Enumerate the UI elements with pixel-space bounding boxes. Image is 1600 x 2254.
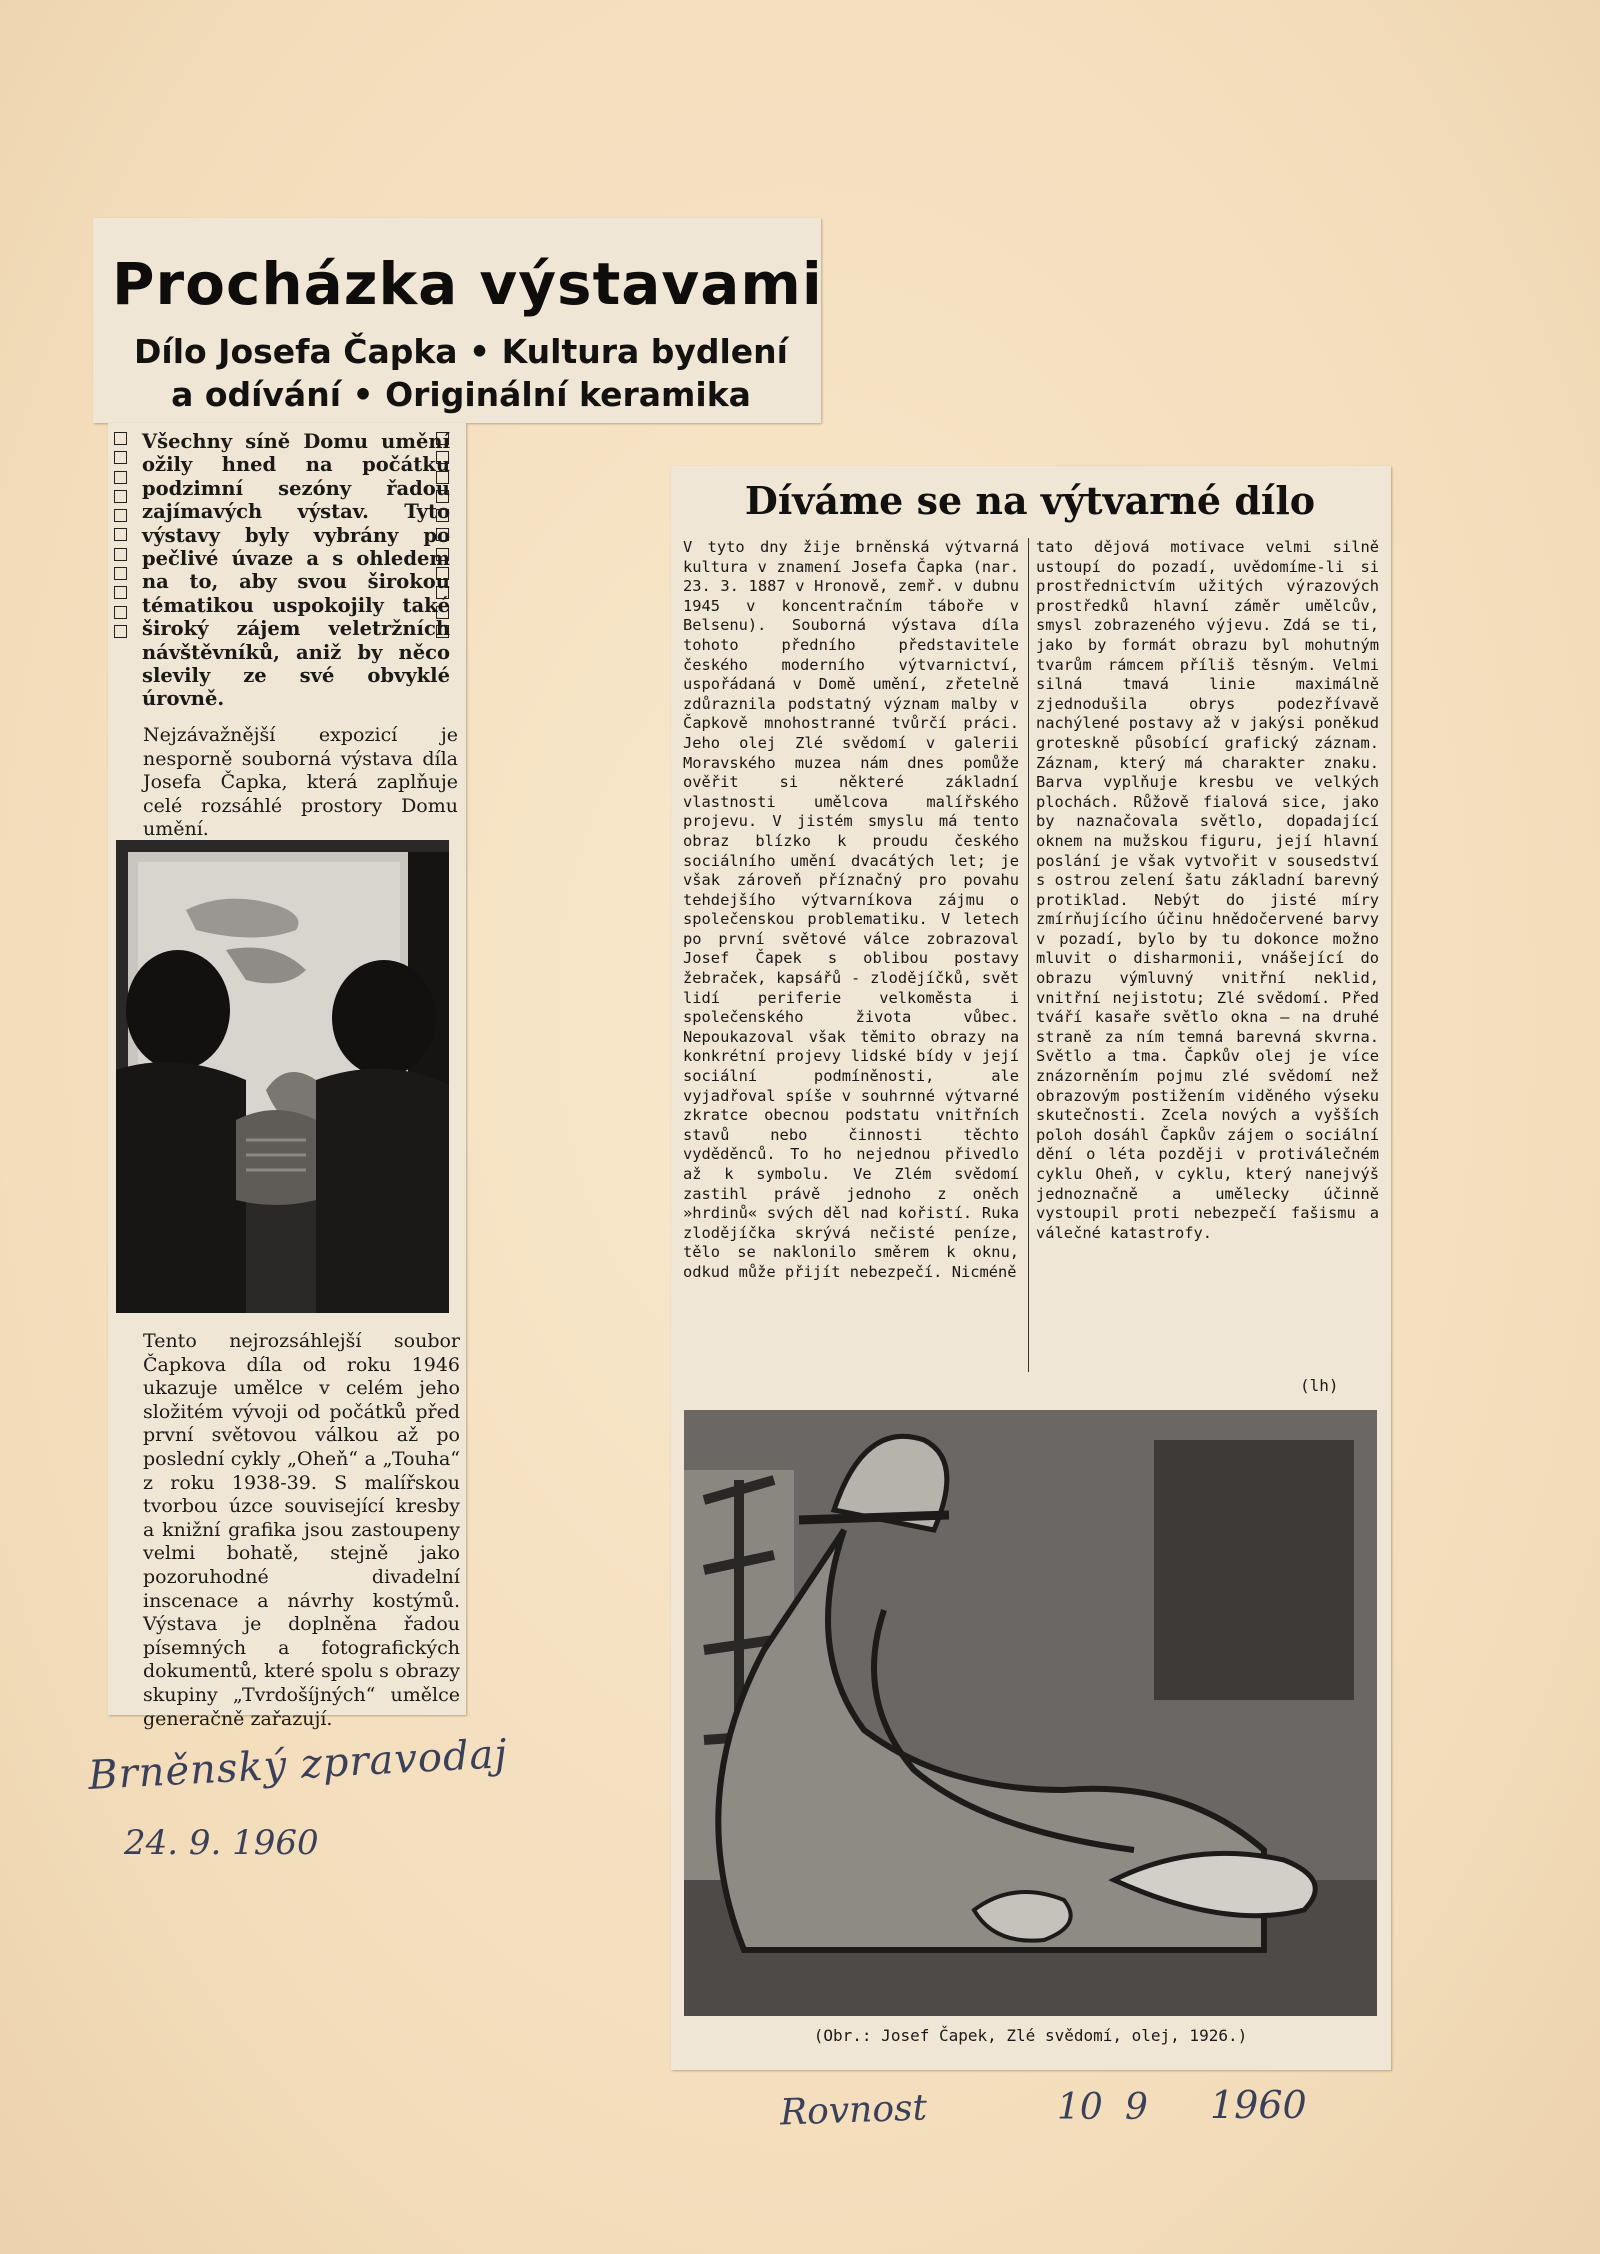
handwritten-source-1: Brněnský zpravodaj [87, 1731, 509, 1799]
decorative-box-border-left [114, 432, 128, 644]
column-divider [1028, 538, 1029, 1372]
exhibition-visitors-photo [116, 840, 449, 1313]
handwritten-date-1: 24. 9. 1960 [124, 1823, 319, 1863]
right-article-column-2: tato dějová motivace velmi silně ustoupí do pozadí, uvědomíme-li si prostřednictvím užitých výrazových prostředků hlavní záměr umělcův, smysl zobrazeného výjevu. Zdá se ti, jako by formát obrazu byl mohutným tvarům rámcem příliš těsným. Velmi silná tmavá linie maximálně zjednodušila obrys podezřívavě nachýlené postavy až v jakýsi poněkud groteskně působící grafický záznam. Záznam, který má charakter znaku. Barva vyplňuje kresbu ve velkých plochách. Růžově fialová sice, jako by naznačovala světlo, dopadající oknem na mužskou figuru, její hlavní poslání je však vytvořit v sousedství s ostrou zelení šatu základní barevný protiklad. Nebýt do jisté míry zmírňujícího účinu hnědočervené barvy v pozadí, bylo by tu dokonce možno mluvit o disharmonii, vnášející do obrazu výmluvný vnitřní neklid, vnitřní nejistotu; Zlé svědomí. Před tváří kasaře světlo okna — na druhé straně za ním temná barevná skvrna. Světlo a tma. Čapkův olej je více znázorněním pojmu zlé svědomí než obrazovým postižením viděného výseku skutečnosti. Zcela nových a vyšších poloh dosáhl Čapkův zájem o sociální dění o léta později v protiválečném cyklu Oheň, v cyklu, který nanejvýš jednoznačně a umělecky účinně vystoupil proti nebezpečí fašismu a válečné katastrofy. [1036, 538, 1379, 1242]
left-article-paragraph-1: Nejzávažnější expozicí je nesporně souborná výstava díla Josefa Čapka, která zaplňuje celé rozsáhlé prostory Domu umění. [143, 724, 458, 841]
right-article-title: Díváme se na výtvarné dílo [744, 478, 1316, 523]
handwritten-source-2: Rovnost [779, 2087, 928, 2134]
painting-reproduction [684, 1410, 1377, 2016]
handwritten-date-2-day: 10 [1057, 2087, 1103, 2128]
right-article-column-1: V tyto dny žije brněnská výtvarná kultura v znamení Josefa Čapka (nar. 23. 3. 1887 v Hronově, zemř. v dubnu 1945 v koncentračním táboře v Belsenu). Souborná výstava díla tohoto předního představitele českého moderního výtvarnictví, uspořádaná v Domě umění, zřetelně zdůraznila podstatný význam malby v Čapkově mnohostranné tvůrčí práci. Jeho olej Zlé svědomí v galerii Moravského muzea nám dnes pomůže ověřit si některé základní vlastnosti umělcova malířského projevu. V jistém smyslu má tento obraz blízko k proudu českého sociálního umění dvacátých let; je však zároveň příznačný pro povahu tehdejšího výtvarníkova zájmu o společenskou problematiku. V letech po první světové válce zobrazoval Josef Čapek s oblibou postavy žebraček, kapsářů - zlodějíčků, svět lidí periferie velkoměsta i společenského života vůbec. Nepoukazoval však těmito obrazy na konkrétní projevy lidské bídy v její sociální podmíněnosti, ale vyjadřoval spíše v souhrnné výtvarné zkratce obecnou podstatu vnitřních stavů nebo činnosti těchto vyděděnců. To ho nejednou přivedlo až k symbolu. Ve Zlém svědomí zastihl právě jednoho z oněch »hrdinů« svých děl nad kořistí. Ruka zlodějíčka skrývá nečisté peníze, tělo se naklonilo směrem k oknu, odkud může přijít nebezpečí. Nicméně [683, 538, 1019, 1281]
handwritten-date-2-year: 1960 [1210, 2083, 1307, 2127]
author-signature: (lh) [1300, 1376, 1339, 1395]
left-article-headline: Procházka výstavami [112, 250, 823, 318]
left-article-lead: Všechny síně Domu umění ožily hned na počátku podzimní sezóny řadou zajímavých výstav. Tyto výstavy byly vybrány po pečlivé úvaze a s ohledem na to, aby svou širokou tématikou uspokojily také široký zájem veletržních návštěvníků, aniž by něco slevily ze své obvyklé úrovně. [142, 430, 450, 711]
left-article-subhead [106, 330, 816, 416]
painting-caption: (Obr.: Josef Čapek, Zlé svědomí, olej, 1926.) [813, 2026, 1248, 2045]
subhead-line-1: Dílo Josefa Čapka • Kultura bydlení [133, 332, 788, 371]
handwritten-date-2-month: 9 [1125, 2087, 1148, 2128]
subhead-line-2: a odívání • Originální keramika [171, 375, 751, 414]
left-article-paragraph-2: Tento nejrozsáhlejší soubor Čapkova díla od roku 1946 ukazuje umělce v celém jeho složitém vývoji od počátků před první světovou válkou až po poslední cykly „Oheň“ a „Touha“ z roku 1938-39. S malířskou tvorbou úzce související kresby a knižní grafika jsou zastoupeny velmi bohatě, stejně jako pozoruhodné divadelní inscenace a návrhy kostýmů. Výstava je doplněna řadou písemných a fotografických dokumentů, které spolu s obrazy skupiny „Tvrdošíjných“ umělce generačně zařazují. [143, 1330, 460, 1730]
